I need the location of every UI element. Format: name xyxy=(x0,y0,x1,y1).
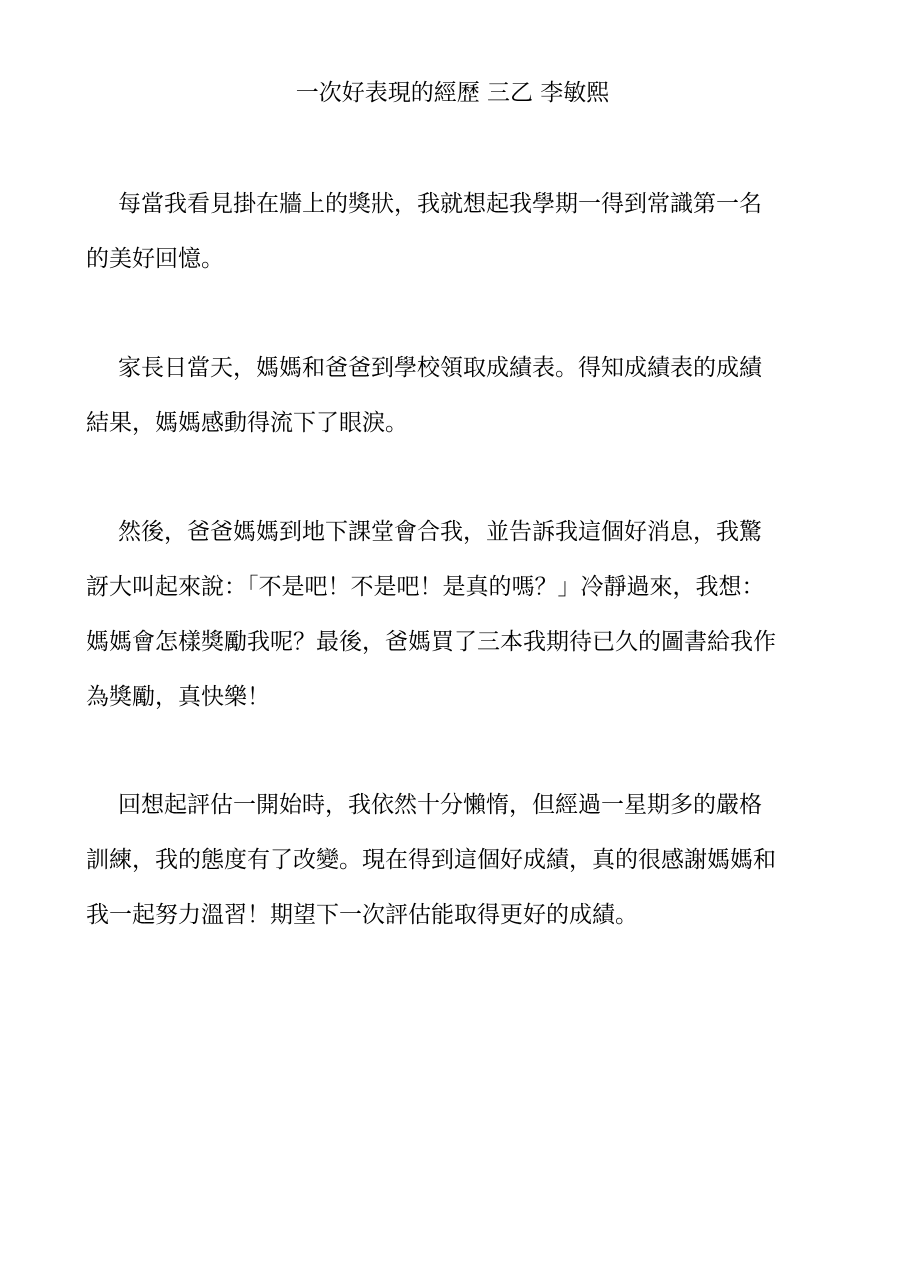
paragraph-line: 然後，爸爸媽媽到地下課堂會合我，並告訴我這個好消息，我驚 xyxy=(118,519,762,545)
paragraph-line: 訝大叫起來說：「不是吧！不是吧！是真的嗎？」冷靜過來，我想： xyxy=(86,574,765,600)
paragraph-line: 每當我看見掛在牆上的獎狀，我就想起我學期一得到常識第一名 xyxy=(118,191,762,217)
document-title: 一次好表現的經歷 三乙 李敏熙 xyxy=(295,80,610,106)
paragraph-1 xyxy=(86,177,826,287)
paragraph-line: 媽媽會怎樣獎勵我呢？最後，爸媽買了三本我期待已久的圖書給我作 xyxy=(86,629,776,655)
paragraph-3 xyxy=(86,505,826,725)
paragraph-4 xyxy=(86,778,826,943)
paragraph-line: 訓練，我的態度有了改變。現在得到這個好成績，真的很感謝媽媽和 xyxy=(86,847,776,873)
paragraph-line: 家長日當天，媽媽和爸爸到學校領取成績表。得知成績表的成績 xyxy=(118,355,762,381)
paragraph-line: 結果，媽媽感動得流下了眼淚。 xyxy=(86,410,408,436)
paragraph-line: 的美好回憶。 xyxy=(86,246,224,272)
paragraph-2 xyxy=(86,341,826,451)
paragraph-line: 我一起努力溫習！期望下一次評估能取得更好的成績。 xyxy=(86,902,638,928)
paragraph-line: 回想起評估一開始時，我依然十分懶惰，但經過一星期多的嚴格 xyxy=(118,792,762,818)
paragraph-line: 為獎勵，真快樂！ xyxy=(86,684,270,710)
